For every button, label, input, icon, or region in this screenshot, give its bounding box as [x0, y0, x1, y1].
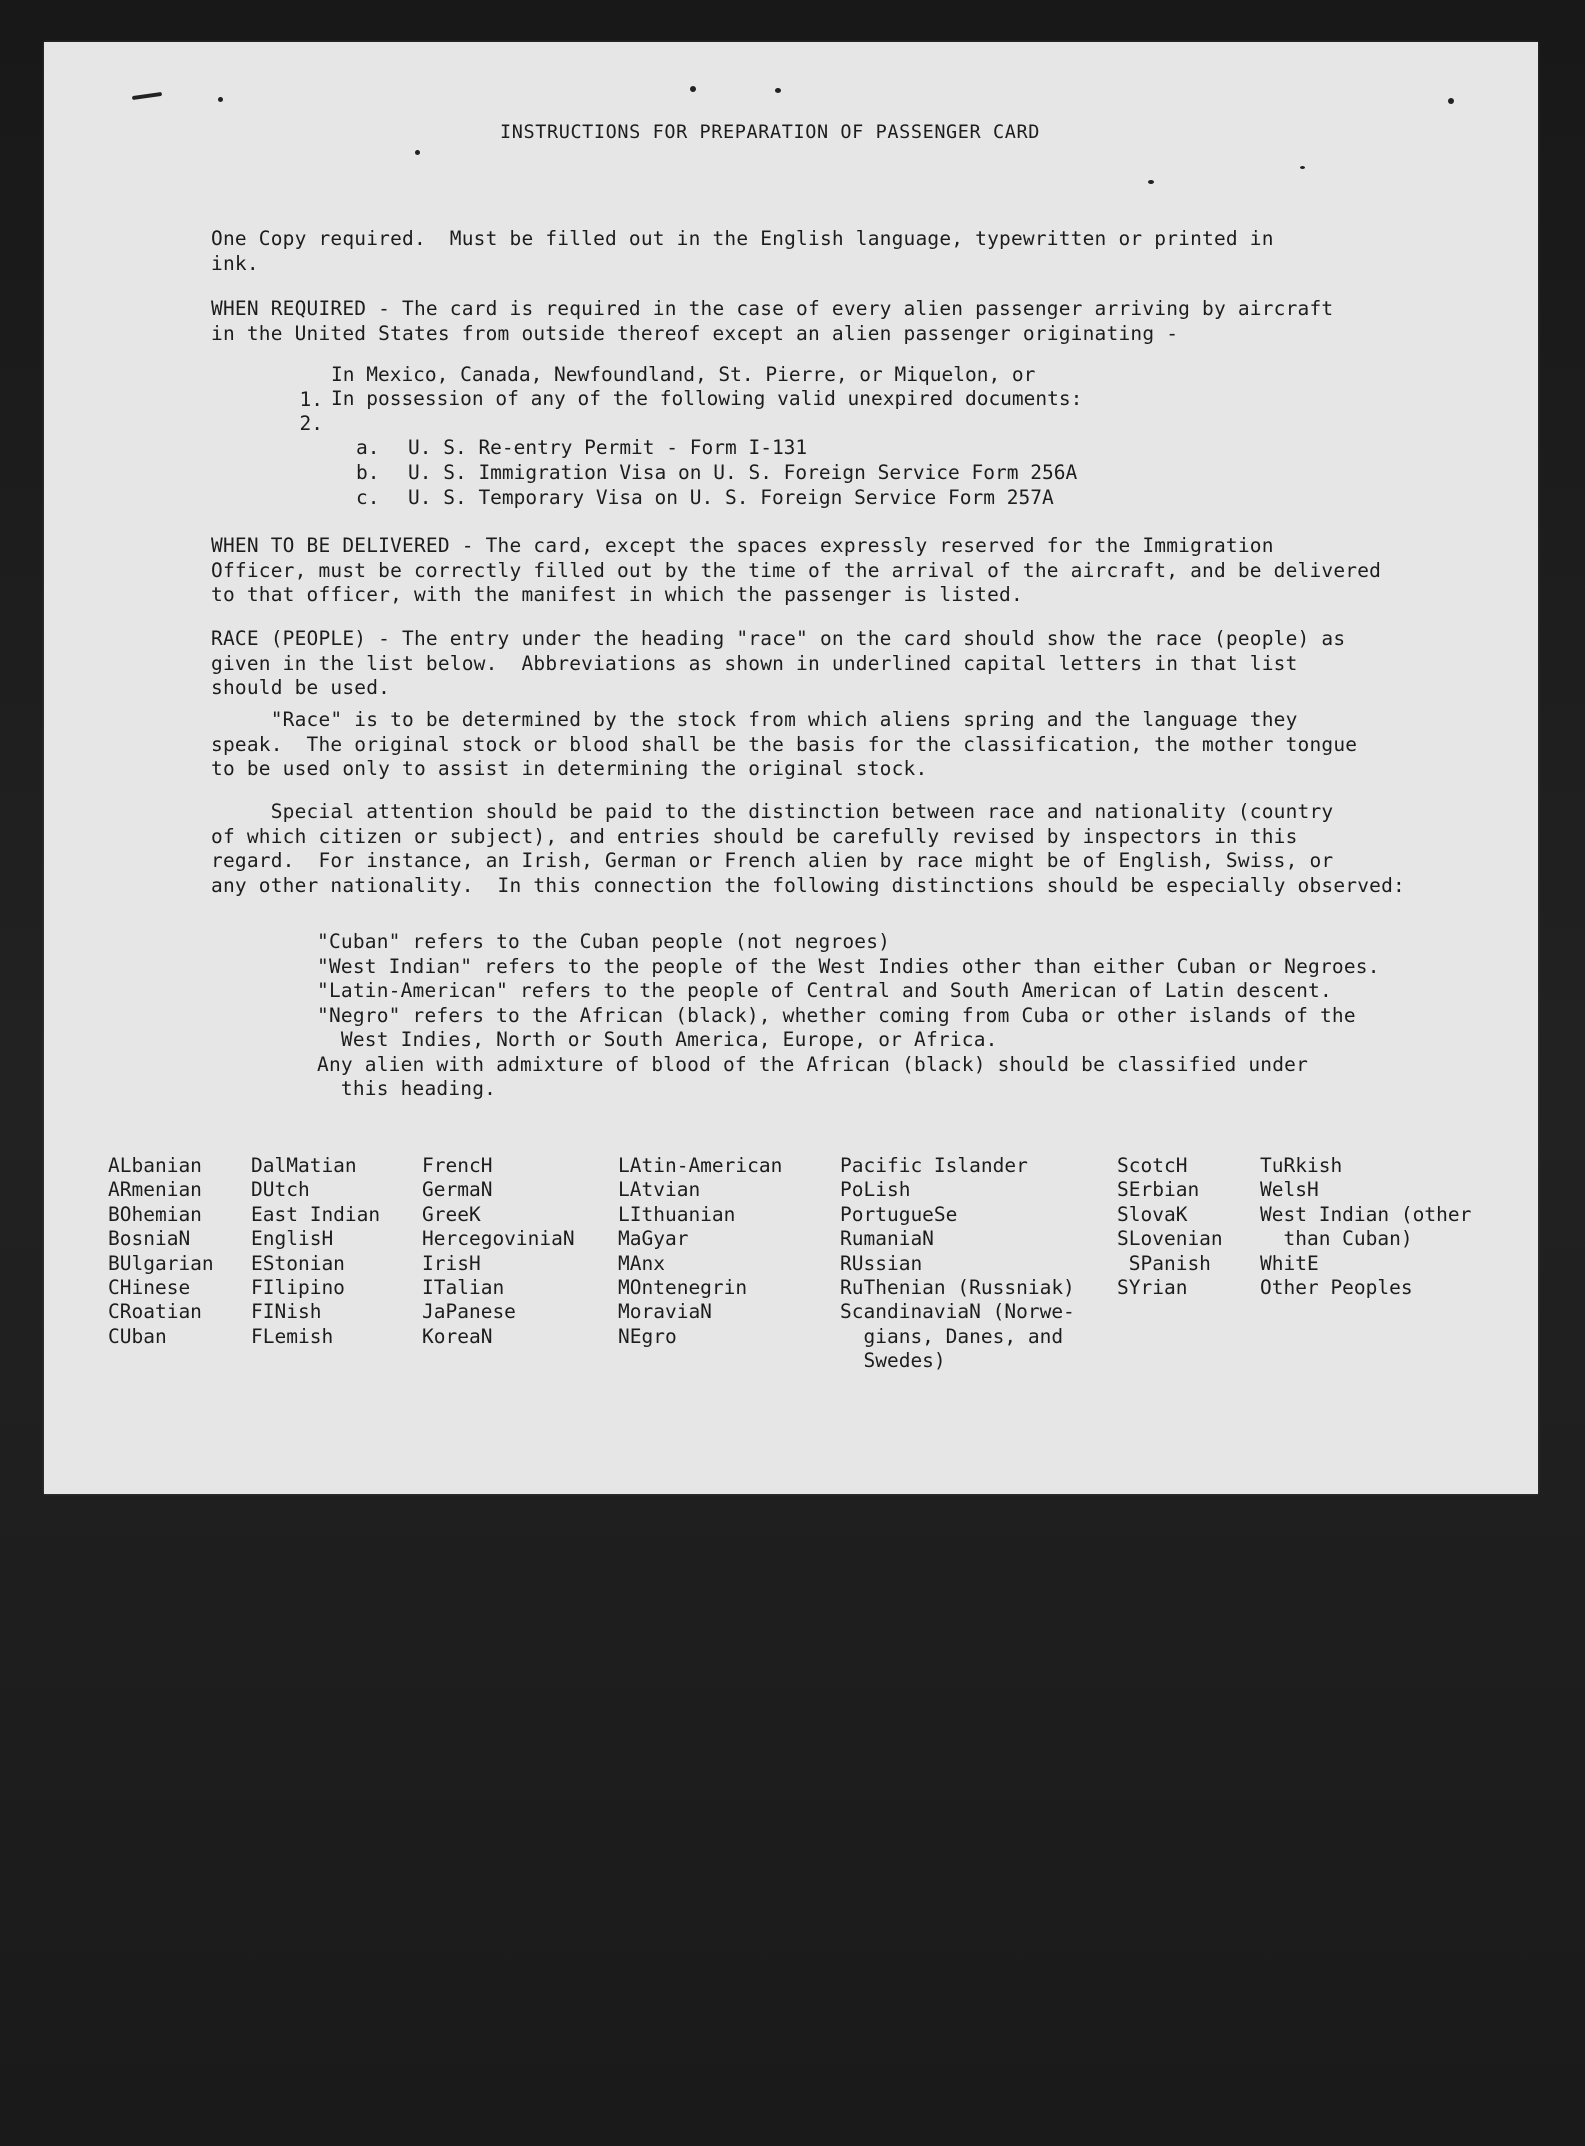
race-list-item: JaPanese: [422, 1300, 516, 1324]
race-list-item: IrisH: [422, 1251, 481, 1275]
race-list-item: CUban: [108, 1324, 167, 1348]
race-list-item: FINish: [251, 1300, 322, 1324]
race-list-item: RumaniaN: [840, 1227, 934, 1251]
dust-speck: [218, 97, 223, 102]
race-list-item: ScandinaviaN (Norwe-: [840, 1300, 1075, 1324]
lettered-list-letter: a.: [356, 436, 380, 459]
race-list-item: PortugueSe: [840, 1202, 958, 1226]
race-list-item: RUssian: [840, 1251, 923, 1275]
race-list-item: BosniaN: [108, 1227, 191, 1251]
race-list-item: FLemish: [251, 1324, 334, 1348]
dust-speck: [1300, 166, 1305, 169]
race-list-item: DUtch: [251, 1178, 310, 1202]
race-list-item: DalMatian: [251, 1154, 357, 1177]
race-list-column: [422, 1154, 575, 1349]
when-required-paragraph: WHEN REQUIRED - The card is required in the case of every alien passenger arriving by aircraft in the United States from outside thereof except an alien passenger originating -: [211, 297, 1334, 345]
lettered-list-letter: b.: [356, 461, 380, 484]
race-list-item: RuThenian (Russniak): [840, 1276, 1075, 1300]
numbered-list-item: [276, 387, 323, 436]
document-title: INSTRUCTIONS FOR PREPARATION OF PASSENGER CARD: [500, 122, 1040, 143]
race-list-item: MOntenegrin: [618, 1276, 748, 1300]
race-list-item: MoraviaN: [618, 1300, 712, 1324]
dust-speck: [775, 88, 781, 93]
race-list-item: WelsH: [1260, 1178, 1319, 1202]
race-list-column: [108, 1154, 214, 1349]
dust-speck: [1448, 98, 1454, 104]
race-list-item: East Indian: [251, 1202, 381, 1226]
race-list-item: GermaN: [422, 1178, 493, 1202]
race-list-item: LAtin-American: [618, 1154, 783, 1177]
race-list-item: than Cuban): [1260, 1227, 1413, 1251]
race-list-item: SYrian: [1117, 1276, 1188, 1300]
race-list-column: [618, 1154, 782, 1349]
race-list-item: Other Peoples: [1260, 1276, 1413, 1300]
numbered-list-text: In possession of any of the following valid unexpired documents:: [331, 387, 1083, 410]
race-list-item: West Indian (other: [1260, 1202, 1472, 1226]
race-list-item: LAtvian: [618, 1178, 701, 1202]
lettered-list-text: U. S. Temporary Visa on U. S. Foreign Service Form 257A: [408, 486, 1054, 509]
race-list-item: gians, Danes, and: [840, 1324, 1064, 1348]
race-list-column: [1260, 1154, 1471, 1300]
distinctions-block: "Cuban" refers to the Cuban people (not negroes) "West Indian" refers to the people of the West Indies other than either Cuban or Negroes. "Latin-American" refers to the people of Central and South American of Latin descent. "Negro" refers to the African (black), whether coming from Cuba or other islands of the West Indies, North or South America, Europe, or Africa. Any alien with admixture of blood of the African (black) should be classified under this heading.: [317, 930, 1380, 1100]
lettered-list-text: U. S. Re-entry Permit - Form I-131: [408, 436, 808, 459]
race-list-item: FrencH: [422, 1154, 493, 1177]
list-number: 2.: [299, 411, 323, 435]
lettered-list-text: U. S. Immigration Visa on U. S. Foreign Service Form 256A: [408, 461, 1078, 484]
dust-speck: [690, 86, 696, 92]
race-list-item: BUlgarian: [108, 1251, 214, 1275]
race-list-item: ITalian: [422, 1276, 505, 1300]
race-list-item: GreeK: [422, 1202, 481, 1226]
race-list-item: FIlipino: [251, 1276, 345, 1300]
race-list-item: HercegoviniaN: [422, 1227, 575, 1251]
race-list-item: KoreaN: [422, 1324, 493, 1348]
race-list-item: MAnx: [618, 1251, 665, 1275]
dust-speck: [1148, 180, 1154, 184]
race-list-column: [840, 1154, 1075, 1374]
race-list-item: EnglisH: [251, 1227, 334, 1251]
race-list-item: Swedes): [840, 1349, 946, 1373]
race-list-item: ScotcH: [1117, 1154, 1188, 1177]
race-list-item: SlovaK: [1117, 1202, 1188, 1226]
race-list-item: MaGyar: [618, 1227, 689, 1251]
special-attention-paragraph: Special attention should be paid to the distinction between race and nationality (country of which citizen or subject), and entries should be carefully revised by inspectors in this regard. For instance, an Irish, German or French alien by race might be of English, Swiss, or any other nationality. In this connection the following distinctions should be especially observed:: [211, 800, 1405, 897]
race-people-paragraph: RACE (PEOPLE) - The entry under the heading "race" on the card should show the race (people) as given in the list below. Abbreviations as shown in underlined capital letters in that list should be used.: [211, 627, 1346, 699]
race-list-item: CRoatian: [108, 1300, 202, 1324]
race-list-item: NEgro: [618, 1324, 677, 1348]
intro-paragraph: One Copy required. Must be filled out in the English language, typewritten or printed in ink.: [211, 227, 1274, 275]
race-list-item: EStonian: [251, 1251, 345, 1275]
race-list-item: TuRkish: [1260, 1154, 1343, 1177]
list-number: 1.: [299, 387, 323, 411]
race-definition-paragraph: "Race" is to be determined by the stock from which aliens spring and the language they speak. The original stock or blood shall be the basis for the classification, the mother tongue to be used only to assist in determining the original stock.: [211, 708, 1358, 780]
race-list-item: PoLish: [840, 1178, 911, 1202]
race-list-item: ALbanian: [108, 1154, 202, 1177]
race-list-item: CHinese: [108, 1276, 191, 1300]
race-list-column: [251, 1154, 380, 1349]
race-list-item: SLovenian: [1117, 1227, 1223, 1251]
race-list-item: SErbian: [1117, 1178, 1200, 1202]
race-list-item: WhitE: [1260, 1251, 1319, 1275]
race-list-item: SPanish: [1117, 1251, 1211, 1275]
when-delivered-paragraph: WHEN TO BE DELIVERED - The card, except the spaces expressly reserved for the Immigration Officer, must be correctly filled out by the time of the arrival of the aircraft, and be delivered to that officer, with the manifest in which the passenger is listed.: [211, 534, 1382, 606]
numbered-list-text: In Mexico, Canada, Newfoundland, St. Pierre, or Miquelon, or: [331, 363, 1036, 386]
dust-speck: [415, 150, 420, 155]
race-list-item: BOhemian: [108, 1202, 202, 1226]
race-list-item: Pacific Islander: [840, 1154, 1028, 1177]
race-list-item: LIthuanian: [618, 1202, 736, 1226]
lettered-list-letter: c.: [356, 486, 380, 509]
race-list-item: ARmenian: [108, 1178, 202, 1202]
race-list-column: [1117, 1154, 1223, 1300]
